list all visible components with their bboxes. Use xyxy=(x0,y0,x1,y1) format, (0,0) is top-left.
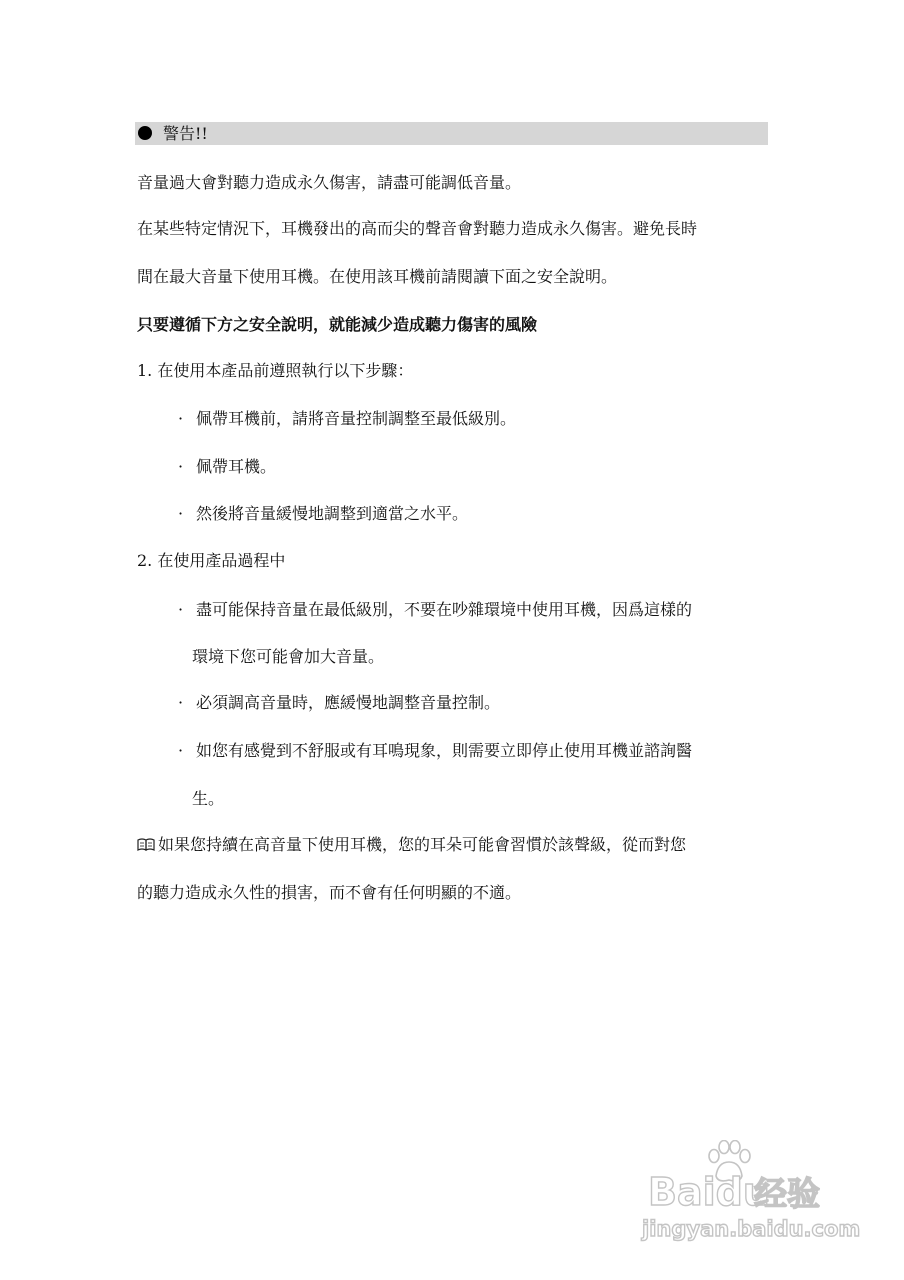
paragraph-high-pitch-line-1: 在某些特定情況下，耳機發出的高而尖的聲音會對聽力造成永久傷害。避免長時 xyxy=(137,219,698,238)
step-1-title: 1. 在使用本產品前遵照執行以下步驟： xyxy=(137,361,414,380)
bullet-circle-icon xyxy=(138,126,152,140)
note-line-2: 的聽力造成永久性的損害，而不會有任何明顯的不適。 xyxy=(137,883,522,902)
baidu-jingyan-watermark xyxy=(640,1140,860,1255)
paragraph-high-pitch-line-2: 間在最大音量下使用耳機。在使用該耳機前請閱讀下面之安全說明。 xyxy=(137,267,618,286)
step-2-item-2: 必須調高音量時，應緩慢地調整音量控制。 xyxy=(196,693,501,712)
step-2-title: 2. 在使用產品過程中 xyxy=(137,551,286,570)
step-2-item-1-line-1: 盡可能保持音量在最低級別，不要在吵雜環境中使用耳機，因爲這樣的 xyxy=(196,600,693,619)
step-2-item-1-line-2: 環境下您可能會加大音量。 xyxy=(192,647,385,666)
note-line-1: 如果您持續在高音量下使用耳機，您的耳朵可能會習慣於該聲級，從而對您 xyxy=(158,835,687,854)
bullet-dot: · xyxy=(178,693,184,712)
watermark-brand: Baidu xyxy=(648,1170,770,1214)
watermark-url: jingyan.baidu.com xyxy=(642,1217,861,1241)
paragraph-volume-warning: 音量過大會對聽力造成永久傷害，請盡可能調低音量。 xyxy=(137,173,522,192)
bullet-dot: · xyxy=(178,409,184,428)
step-2-item-3-line-2: 生。 xyxy=(192,789,225,808)
step-1-item-2: 佩帶耳機。 xyxy=(196,457,277,476)
book-icon xyxy=(137,838,155,852)
bullet-dot: · xyxy=(178,504,184,523)
warning-heading-label: 警告!! xyxy=(163,124,208,143)
step-2-item-3-line-1: 如您有感覺到不舒服或有耳鳴現象，則需要立即停止使用耳機並諮詢醫 xyxy=(196,741,693,760)
warning-heading xyxy=(135,122,768,145)
bullet-dot: · xyxy=(178,741,184,760)
watermark-jingyan: 经验 xyxy=(754,1174,820,1213)
step-1-item-3: 然後將音量緩慢地調整到適當之水平。 xyxy=(196,504,469,523)
safety-subheading: 只要遵循下方之安全說明，就能減少造成聽力傷害的風險 xyxy=(137,315,538,334)
bullet-dot: · xyxy=(178,600,184,619)
step-1-item-1: 佩帶耳機前，請將音量控制調整至最低級別。 xyxy=(196,409,517,428)
bullet-dot: · xyxy=(178,457,184,476)
